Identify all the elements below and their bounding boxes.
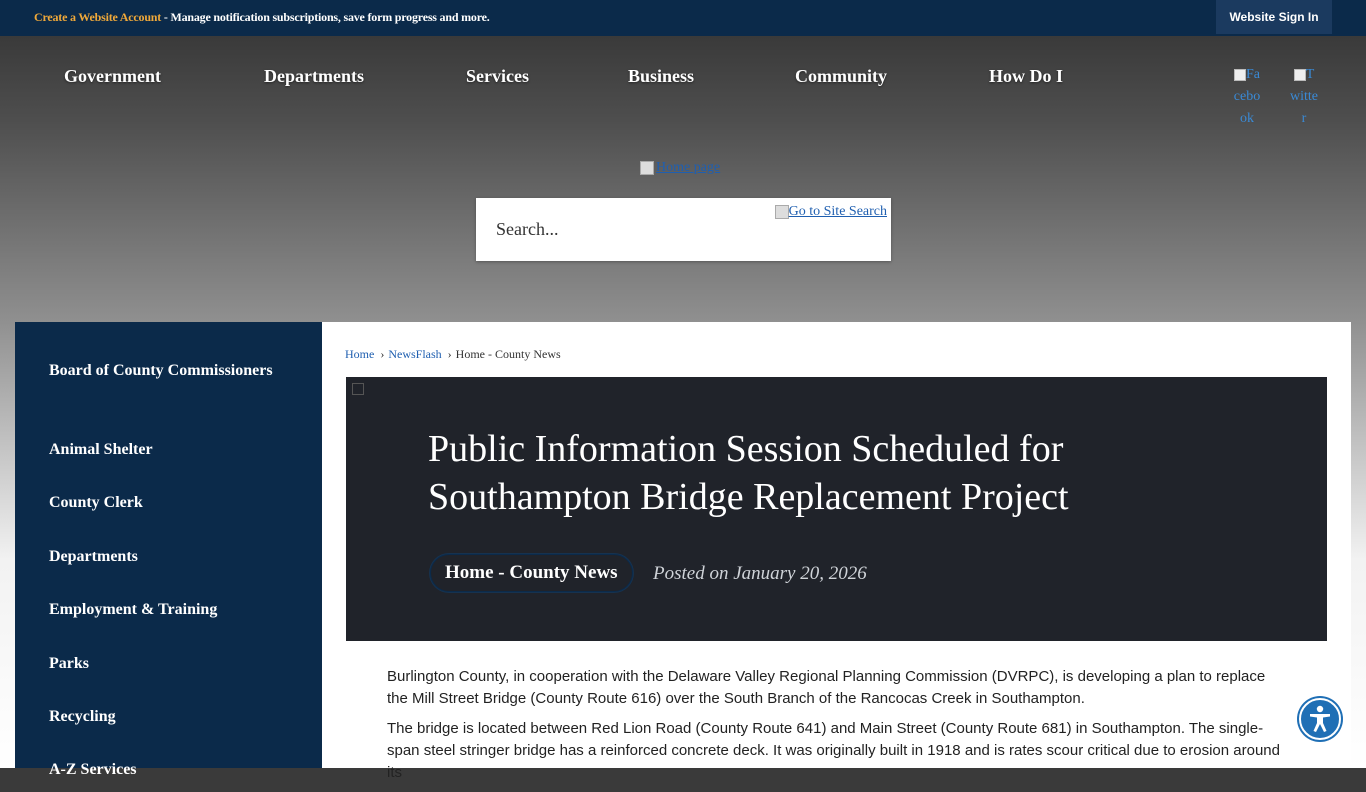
article-header: [346, 377, 1327, 641]
article-paragraph: Burlington County, in cooperation with the Delaware Valley Regional Planning Commission (DVRPC), is developing a plan to replace the Mill Street Bridge (County Route 616) over the South Branch of the Rancocas Creek in Southampton.: [387, 668, 1266, 707]
sign-in-button[interactable]: Website Sign In: [1216, 0, 1332, 34]
sidebar-item-recycling[interactable]: Recycling: [49, 708, 116, 725]
nav-item-services[interactable]: Services: [466, 66, 529, 86]
breadcrumb-current: Home - County News: [455, 347, 561, 361]
nav-item-how-do-i[interactable]: How Do I: [989, 66, 1064, 86]
article-title: Public Information Session Scheduled for Southampton Bridge Replacement Project: [428, 428, 1069, 518]
home-logo-link[interactable]: [640, 160, 720, 176]
sidebar-item-employment-training[interactable]: Employment & Training: [49, 601, 218, 618]
breadcrumb-separator: ›: [447, 347, 452, 361]
sidebar-item-board-of-county-commissioners[interactable]: Board of County Commissioners: [49, 362, 273, 379]
twitter-link[interactable]: [1290, 64, 1318, 130]
top-bar: [0, 0, 1366, 36]
main-nav: [0, 66, 1100, 92]
header-image-icon: [352, 383, 364, 395]
article-paragraph: The bridge is located between Red Lion Road (County Route 641) and Main Street (County Route 681) in Southampton. The single-span steel stringer bridge has a reinforced concrete deck. It was originally built in 1918 and is rates scour critical due to erosion around its: [387, 720, 1280, 781]
facebook-alt-text: Facebook: [1233, 67, 1261, 126]
account-message: [34, 10, 490, 25]
search-submit-button[interactable]: [775, 204, 887, 220]
account-message-text: - Manage notification subscriptions, save form progress and more.: [161, 10, 490, 24]
search-input[interactable]: [476, 198, 776, 261]
category-badge[interactable]: Home - County News: [430, 554, 633, 592]
sidebar-item-animal-shelter[interactable]: Animal Shelter: [49, 441, 153, 458]
sidebar: [15, 322, 322, 778]
logo-alt-text: Home page: [656, 160, 721, 175]
search-submit-alt: Go to Site Search: [788, 204, 887, 219]
facebook-link[interactable]: [1233, 64, 1261, 130]
breadcrumb-separator: ›: [380, 347, 385, 361]
breadcrumb-newsflash[interactable]: NewsFlash: [388, 347, 442, 361]
site-search: [476, 198, 891, 261]
facebook-icon: [1234, 69, 1246, 81]
accessibility-button[interactable]: [1299, 698, 1341, 740]
logo-image-icon: [640, 161, 654, 175]
twitter-icon: [1294, 69, 1306, 81]
main-content: [322, 322, 1351, 781]
sidebar-item-departments[interactable]: Departments: [49, 548, 138, 565]
nav-item-community[interactable]: Community: [795, 66, 888, 86]
create-account-link[interactable]: Create a Website Account: [34, 10, 162, 24]
sidebar-item-county-clerk[interactable]: County Clerk: [49, 494, 143, 511]
sidebar-item-a-z-services[interactable]: A-Z Services: [49, 761, 137, 778]
sidebar-item-parks[interactable]: Parks: [49, 655, 89, 672]
search-icon: [775, 205, 789, 219]
article-body: [387, 666, 1287, 792]
nav-item-departments[interactable]: Departments: [264, 66, 364, 86]
nav-item-government[interactable]: Government: [64, 66, 161, 86]
accessibility-icon: [1301, 700, 1339, 738]
breadcrumb: [345, 347, 561, 362]
posted-date: Posted on January 20, 2026: [653, 563, 867, 584]
nav-item-business[interactable]: Business: [628, 66, 695, 86]
breadcrumb-home[interactable]: Home: [345, 347, 375, 361]
twitter-alt-text: Twitter: [1290, 67, 1318, 126]
